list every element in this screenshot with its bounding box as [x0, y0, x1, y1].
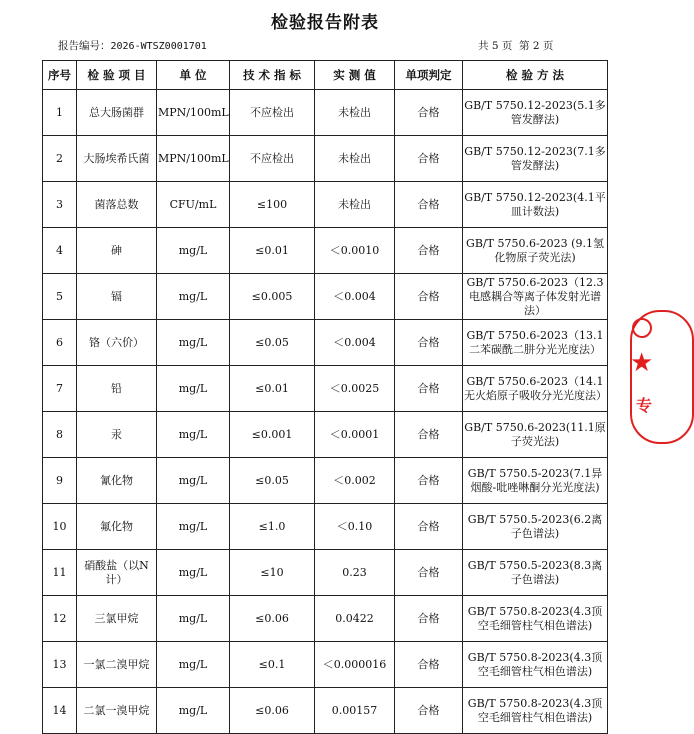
cell-limit: ≤10: [230, 550, 315, 596]
cell-item: 菌落总数: [77, 182, 157, 228]
cell-value: 未检出: [315, 90, 395, 136]
cell-no: 13: [43, 642, 77, 688]
cell-limit: ≤0.005: [230, 274, 315, 320]
cell-limit: ≤100: [230, 182, 315, 228]
cell-limit: ≤0.06: [230, 596, 315, 642]
cell-no: 14: [43, 688, 77, 734]
table-row: [43, 320, 608, 366]
cell-judge: 合格: [395, 458, 463, 504]
cell-limit: 不应检出: [230, 136, 315, 182]
cell-limit: ≤0.01: [230, 228, 315, 274]
seal-ring: [632, 318, 652, 338]
cell-unit: mg/L: [157, 688, 230, 734]
cell-method: GB/T 5750.6-2023（12.3电感耦合等离子体发射光谱法）: [463, 274, 608, 320]
cell-no: 11: [43, 550, 77, 596]
report-number-label: 报告编号：: [58, 40, 111, 52]
cell-limit: ≤0.1: [230, 642, 315, 688]
cell-method: GB/T 5750.12-2023(7.1多管发酵法): [463, 136, 608, 182]
col-header-method: 检 验 方 法: [463, 61, 608, 90]
col-header-unit: 单 位: [157, 61, 230, 90]
cell-no: 2: [43, 136, 77, 182]
cell-no: 6: [43, 320, 77, 366]
cell-item: 氰化物: [77, 458, 157, 504]
cell-method: GB/T 5750.5-2023(7.1异烟酸-吡唑啉酮分光光度法): [463, 458, 608, 504]
cell-no: 10: [43, 504, 77, 550]
cell-unit: mg/L: [157, 458, 230, 504]
cell-value: ＜0.002: [315, 458, 395, 504]
cell-limit: ≤0.06: [230, 688, 315, 734]
table-row: [43, 366, 608, 412]
cell-judge: 合格: [395, 136, 463, 182]
cell-value: 0.23: [315, 550, 395, 596]
cell-no: 12: [43, 596, 77, 642]
cell-method: GB/T 5750.6-2023（14.1 无火焰原子吸收分光光度法）: [463, 366, 608, 412]
table-row: [43, 136, 608, 182]
report-number: [58, 38, 207, 53]
cell-unit: CFU/mL: [157, 182, 230, 228]
table-row: [43, 274, 608, 320]
cell-judge: 合格: [395, 688, 463, 734]
cell-value: ＜0.10: [315, 504, 395, 550]
cell-method: GB/T 5750.6-2023(11.1原子荧光法): [463, 412, 608, 458]
cell-method: GB/T 5750.12-2023(4.1平皿计数法): [463, 182, 608, 228]
cell-no: 8: [43, 412, 77, 458]
cell-no: 7: [43, 366, 77, 412]
results-table: [42, 60, 608, 734]
cell-method: GB/T 5750.5-2023(6.2离子色谱法): [463, 504, 608, 550]
cell-item: 镉: [77, 274, 157, 320]
table-row: [43, 228, 608, 274]
table-row: [43, 550, 608, 596]
cell-judge: 合格: [395, 182, 463, 228]
cell-value: ＜0.000016: [315, 642, 395, 688]
table-row: [43, 90, 608, 136]
star-icon: ★: [630, 348, 654, 378]
cell-no: 5: [43, 274, 77, 320]
cell-value: ＜0.0001: [315, 412, 395, 458]
cell-no: 3: [43, 182, 77, 228]
table-header-row: [43, 61, 608, 90]
cell-limit: ≤0.05: [230, 320, 315, 366]
cell-judge: 合格: [395, 596, 463, 642]
cell-unit: MPN/100mL: [157, 136, 230, 182]
cell-method: GB/T 5750.6-2023（13.1 二苯碳酰二肼分光光度法）: [463, 320, 608, 366]
cell-value: 未检出: [315, 136, 395, 182]
cell-judge: 合格: [395, 412, 463, 458]
cell-limit: ≤0.05: [230, 458, 315, 504]
cell-item: 三氯甲烷: [77, 596, 157, 642]
table-row: [43, 642, 608, 688]
cell-method: GB/T 5750.12-2023(5.1多管发酵法): [463, 90, 608, 136]
cell-unit: mg/L: [157, 228, 230, 274]
cell-item: 汞: [77, 412, 157, 458]
cell-unit: mg/L: [157, 642, 230, 688]
cell-method: GB/T 5750.8-2023(4.3顶空毛细管柱气相色谱法): [463, 596, 608, 642]
cell-item: 铅: [77, 366, 157, 412]
table-row: [43, 688, 608, 734]
cell-item: 总大肠菌群: [77, 90, 157, 136]
page-info: 共 5 页 第 2 页: [478, 40, 554, 52]
cell-item: 砷: [77, 228, 157, 274]
cell-item: 铬（六价）: [77, 320, 157, 366]
cell-value: ＜0.004: [315, 274, 395, 320]
cell-item: 一氯二溴甲烷: [77, 642, 157, 688]
cell-judge: 合格: [395, 274, 463, 320]
cell-method: GB/T 5750.6-2023 (9.1氢化物原子荧光法): [463, 228, 608, 274]
cell-judge: 合格: [395, 550, 463, 596]
cell-value: ＜0.0025: [315, 366, 395, 412]
cell-limit: ≤0.001: [230, 412, 315, 458]
table-row: [43, 458, 608, 504]
seal-glyph: 专: [636, 396, 653, 415]
cell-value: 未检出: [315, 182, 395, 228]
cell-item: 硝酸盐（以N计）: [77, 550, 157, 596]
cell-method: GB/T 5750.8-2023(4.3顶空毛细管柱气相色谱法): [463, 642, 608, 688]
cell-judge: 合格: [395, 642, 463, 688]
cell-unit: mg/L: [157, 366, 230, 412]
col-header-value: 实 测 值: [315, 61, 395, 90]
cell-value: ＜0.0010: [315, 228, 395, 274]
table-row: [43, 504, 608, 550]
col-header-judge: 单项判定: [395, 61, 463, 90]
cell-unit: mg/L: [157, 274, 230, 320]
cell-limit: ≤0.01: [230, 366, 315, 412]
cell-item: 大肠埃希氏菌: [77, 136, 157, 182]
cell-judge: 合格: [395, 504, 463, 550]
cell-value: 0.00157: [315, 688, 395, 734]
cell-unit: mg/L: [157, 504, 230, 550]
report-number-value: 2026-WTSZ0001701: [110, 41, 207, 52]
cell-item: 氟化物: [77, 504, 157, 550]
col-header-item: 检 验 项 目: [77, 61, 157, 90]
cell-unit: MPN/100mL: [157, 90, 230, 136]
cell-unit: mg/L: [157, 320, 230, 366]
cell-value: 0.0422: [315, 596, 395, 642]
cell-unit: mg/L: [157, 596, 230, 642]
cell-method: GB/T 5750.5-2023(8.3离子色谱法): [463, 550, 608, 596]
cell-judge: 合格: [395, 366, 463, 412]
cell-unit: mg/L: [157, 550, 230, 596]
cell-no: 4: [43, 228, 77, 274]
cell-judge: 合格: [395, 320, 463, 366]
table-row: [43, 412, 608, 458]
cell-value: ＜0.004: [315, 320, 395, 366]
cell-limit: ≤1.0: [230, 504, 315, 550]
cell-method: GB/T 5750.8-2023(4.3顶空毛细管柱气相色谱法): [463, 688, 608, 734]
col-header-no: 序号: [43, 61, 77, 90]
cell-limit: 不应检出: [230, 90, 315, 136]
col-header-limit: 技 术 指 标: [230, 61, 315, 90]
cell-judge: 合格: [395, 90, 463, 136]
cell-judge: 合格: [395, 228, 463, 274]
table-row: [43, 596, 608, 642]
cell-unit: mg/L: [157, 412, 230, 458]
page-title: 检验报告附表: [271, 13, 379, 33]
cell-no: 9: [43, 458, 77, 504]
cell-no: 1: [43, 90, 77, 136]
table-row: [43, 182, 608, 228]
cell-item: 二氯一溴甲烷: [77, 688, 157, 734]
